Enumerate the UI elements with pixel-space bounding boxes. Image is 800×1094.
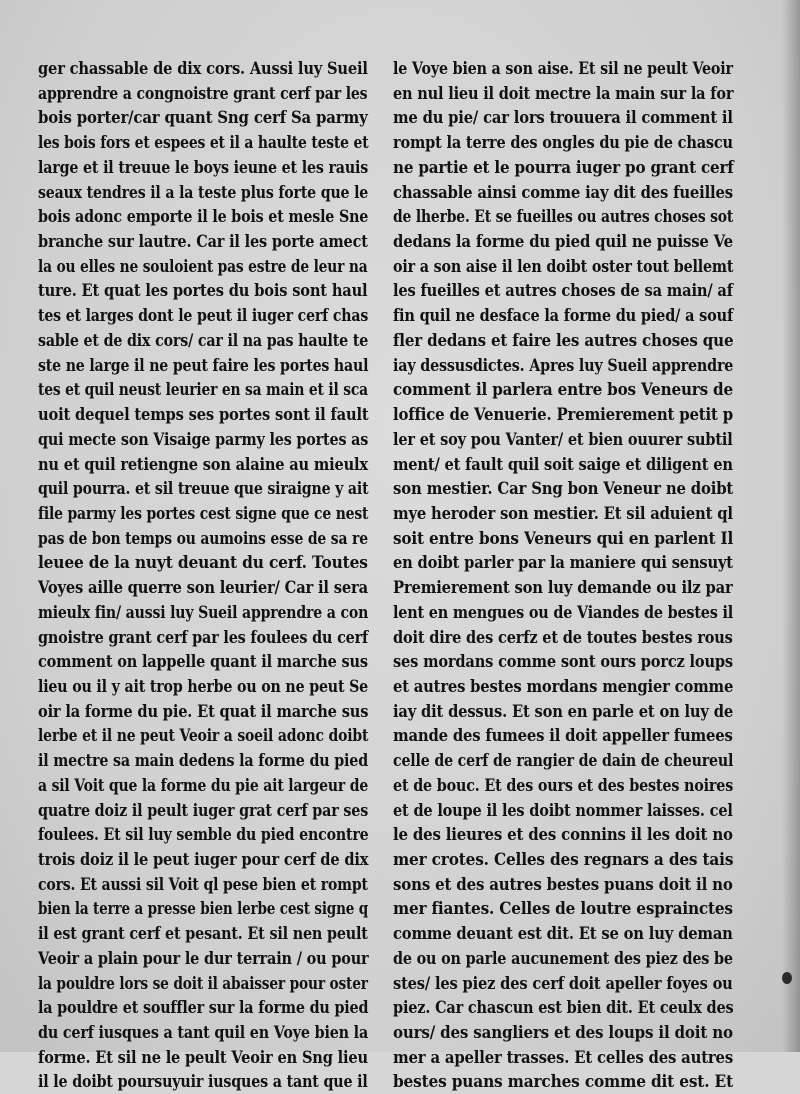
text-line: la pouldre et souffler sur la forme du pied [38,997,369,1018]
text-line: le des lieures et des connins il les doit no [393,824,733,845]
text-line: gnoistre grant cerf par les foulees du cerf [38,626,369,647]
text-line: les fueilles et autres choses de sa main/ af [393,280,733,301]
text-line: me du pie/ car lors trouuera il comment il [393,107,733,128]
text-line: chassable ainsi comme iay dit des fueilles [393,181,733,202]
text-line: le Voye bien a son aise. Et sil ne peult Veoir [393,58,733,78]
text-line: a sil Voit que la forme du pie ait largeur de [38,774,369,795]
text-line: comment on lappelle quant il marche sus [38,651,368,672]
text-line: uoit dequel temps ses portes sont il fault [38,404,369,425]
text-line: ste ne large il ne peut faire les portes haul [38,354,369,375]
text-line: lerbe et il ne peut Veoir a soeil adonc doibt [38,725,369,746]
text-line: oir a son aise il len doibt oster tout bellemt [393,255,734,276]
text-line: comme deuant est dit. Et se on luy deman [393,923,733,944]
text-line: ours/ des sangliers et des loups il doit no [393,1022,733,1043]
text-line: trois doiz il le peut iuger pour cerf de dix [38,849,369,869]
text-line: pas de bon temps ou aumoins esse de sa re [38,527,368,548]
text-line: son mestier. Car Sng bon Veneur ne doibt [393,478,734,499]
text-line: bien la terre a presse bien lerbe cest signe q [38,898,369,919]
text-line: Voyes aille querre son leurier/ Car il sera [38,577,368,598]
text-line: iay dit dessus. Et son en parle et on luy de [393,700,733,721]
text-line: ger chassable de dix cors. Aussi luy Sueil [38,58,368,78]
text-line: Veoir a plain pour le dur terrain / ou pour [38,947,369,968]
text-line: il est grant cerf et pesant. Et sil nen peult [38,923,368,944]
text-line: mer fiantes. Celles de loutre esprainctes [393,898,733,919]
text-line: oir la forme du pie. Et quat il marche sus [38,700,369,721]
text-line: comment il parlera entre bos Veneurs de [393,379,733,400]
ink-speck [782,972,792,984]
text-line: mieulx fin/ aussi luy Sueil apprendre a con [38,601,369,622]
text-line: quatre doiz il peult iuger grat cerf par ses [38,799,369,820]
text-line: seaux tendres il a la teste plus forte que le [38,181,369,202]
text-line: mer a apeller trasses. Et celles des autres [393,1046,734,1067]
text-line: la pouldre lors se doit il abaisser pour oster [38,972,368,993]
text-line: bois adonc emporte il le bois et mesle Sne [38,206,369,227]
text-line: mande des fumees il doit appeller fumees [393,725,733,746]
text-line: stes/ les piez des cerf doit apeller foyes ou [393,972,733,993]
text-line: tes et quil neust leurier en sa main et il sca [38,379,368,400]
text-line: dedans la forme du pied quil ne puisse Ve [393,231,733,252]
text-line: il mectre sa main dedens la forme du pied [38,750,369,771]
text-line: fin quil ne desface la forme du pied/ a souf [393,305,734,326]
text-line: Premierement son luy demande ou ilz par [393,577,733,598]
text-line: mer crotes. Celles des regnars a des tais [393,849,734,869]
text-line: sable et de dix cors/ car il na pas haulte te [38,329,369,350]
text-line: sons et des autres bestes puans doit il no [393,873,733,894]
text-line: bestes puans marches comme dit est. Et [393,1071,733,1092]
right-text-column [393,56,733,1094]
text-line: mye heroder son mestier. Et sil aduient ql [393,502,733,523]
text-line: lent en mengues ou de Viandes de bestes il [393,601,734,622]
text-line: ler et soy pou Vanter/ et bien ouurer subtil [393,428,733,449]
text-line: apprendre a congnoistre grant cerf par les [38,82,368,103]
text-line: loffice de Venuerie. Premierement petit p [393,404,733,425]
text-line: piez. Car chascun est bien dit. Et ceulx des [393,997,734,1018]
text-line: large et il treuue le boys ieune et les rauis [38,156,369,177]
text-line: rompt la terre des ongles du pie de chascu [393,132,733,153]
text-line: ses mordans comme sont ours porcz loups [393,651,733,672]
text-line: ture. Et quat les portes du bois sont haul [38,280,368,301]
text-line: la ou elles ne souloient pas estre de leur na [38,255,368,276]
text-line: et de bouc. Et des ours et des bestes noires [393,774,734,795]
text-line: et de loupe il les doibt nommer laisses. cel [393,799,733,820]
text-line: du cerf iusques a tant quil en Voye bien la [38,1022,369,1043]
text-line: ne partie et le pourra iuger po grant cerf [393,156,734,177]
text-line: soit entre bons Veneurs qui en parlent Il [393,527,734,548]
text-line: qui mecte son Visaige parmy les portes as [38,428,369,449]
text-line: de lherbe. Et se fueilles ou autres choses sot [393,206,734,227]
text-line: en nul lieu il doit mectre la main sur la for [393,82,734,103]
text-line: et autres bestes mordans mengier comme [393,675,734,696]
text-line: bois porter/car quant Sng cerf Sa parmy [38,107,368,128]
text-line: tes et larges dont le peut il iuger cerf chas [38,305,369,326]
left-text-column [38,56,368,1094]
text-line: ment/ et fault quil soit saige et diligent en [393,453,733,474]
text-line: celle de cerf de rangier de dain de cheureul [393,750,734,771]
text-line: fler dedans et faire les autres choses que [393,329,734,350]
text-line: nu et quil retiengne son alaine au mieulx [38,453,368,474]
text-line: lieu ou il y ait trop herbe ou on ne peut Se [38,675,369,696]
text-line: branche sur lautre. Car il les porte amect [38,231,368,252]
text-line: il le doibt poursuyuir iusques a tant que il [38,1071,368,1092]
text-line: doit dire des cerfz et de toutes bestes rous [393,626,733,647]
text-line: iay dessusdictes. Apres luy Sueil apprendre [393,354,734,375]
text-line: quil pourra. et sil treuue que siraigne y ait [38,478,369,499]
text-line: cors. Et aussi sil Voit ql pese bien et rompt [38,873,368,894]
text-line: foulees. Et sil luy semble du pied encontre [38,824,369,845]
text-line: en doibt parler par la maniere qui sensuyt [393,552,733,573]
text-line: file parmy les portes cest signe que ce nest [38,502,369,523]
page-edge-shadow [782,0,800,1052]
text-line: forme. Et sil ne le peult Veoir en Sng lieu [38,1046,368,1067]
text-line: leuee de la nuyt deuant du cerf. Toutes [38,552,368,573]
text-line: de ou on parle aucunement des piez des be [393,947,733,968]
text-line: les bois fors et espees et il a haulte teste et [38,132,369,153]
